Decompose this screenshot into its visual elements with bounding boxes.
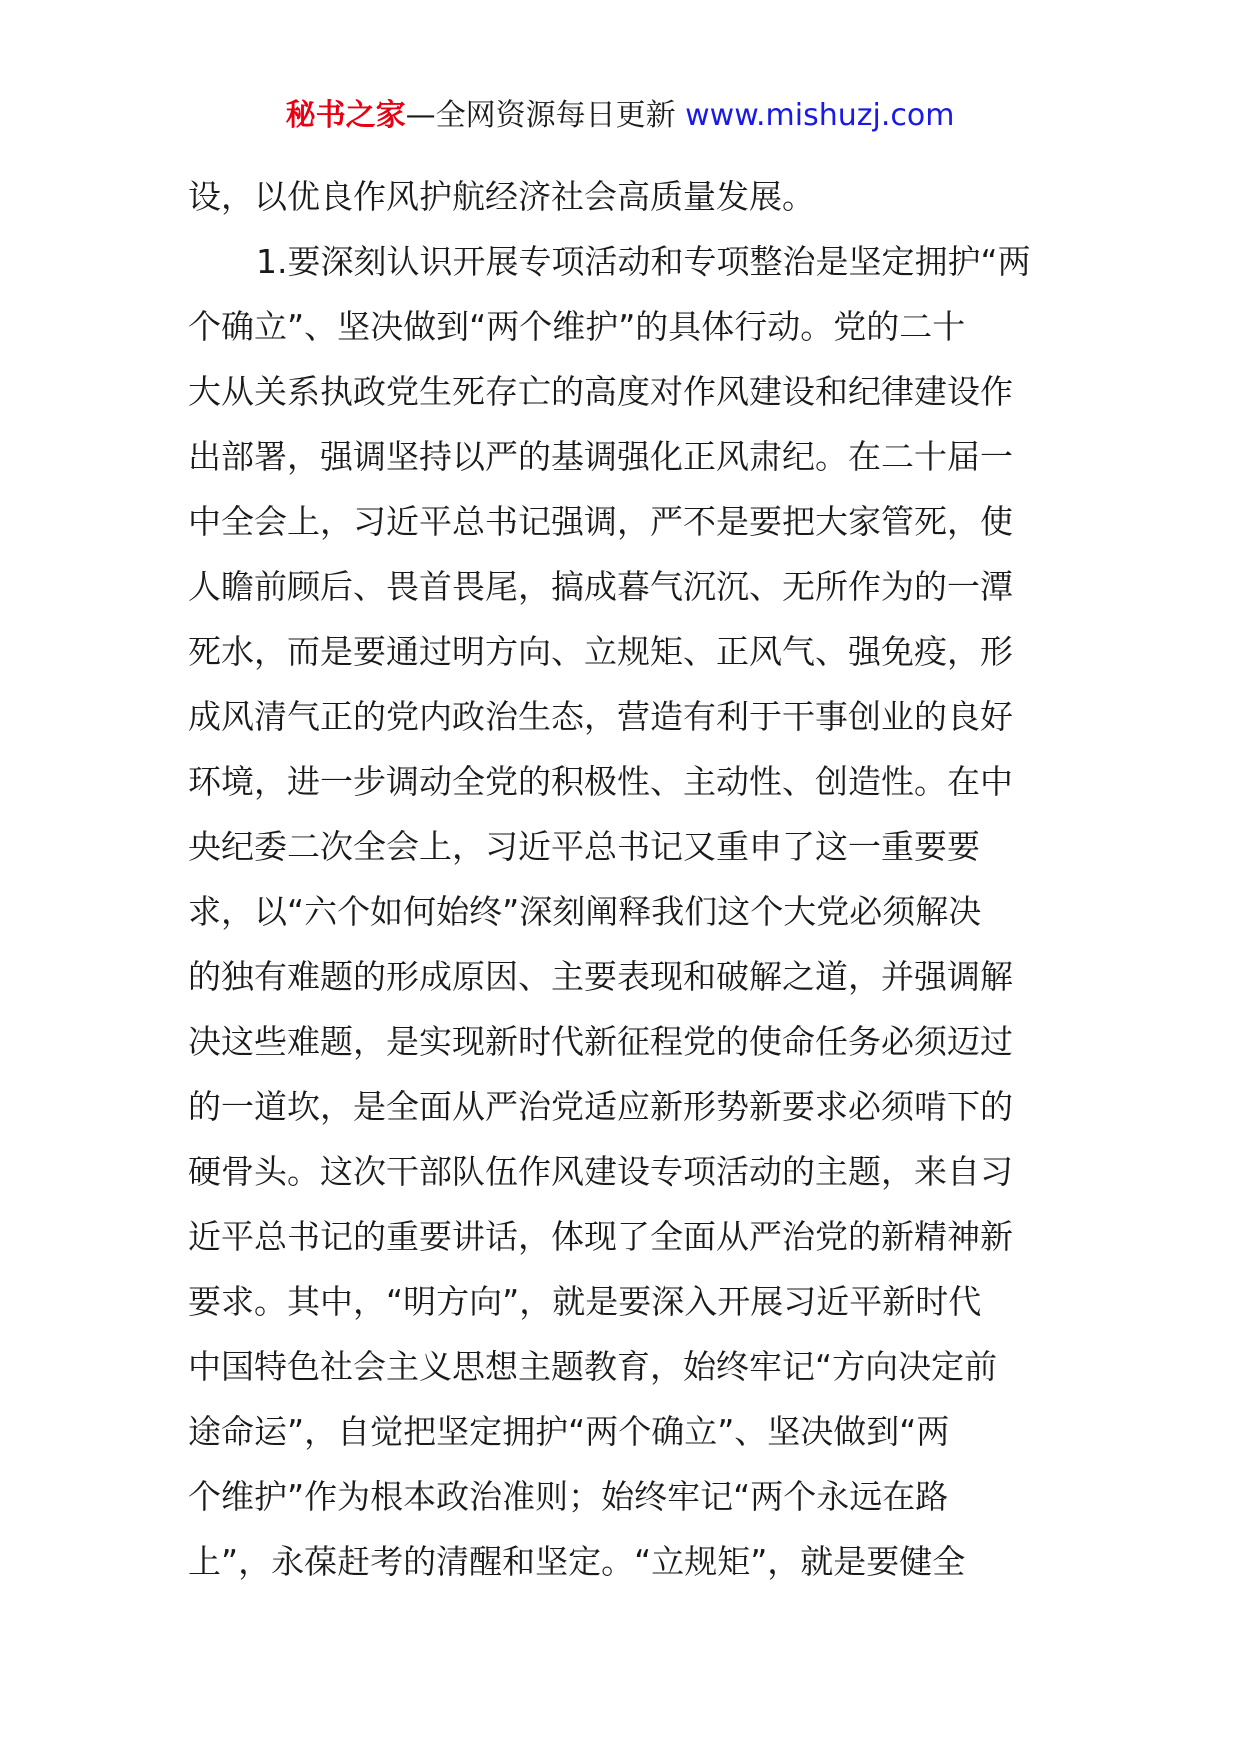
text-line: 的独有难题的形成原因、主要表现和破解之道，并强调解 — [188, 957, 1013, 996]
site-header — [0, 96, 1240, 136]
text-line: 中全会上，习近平总书记强调，严不是要把大家管死，使 — [188, 502, 1013, 541]
site-tagline: —全网资源每日更新 — [405, 98, 686, 133]
paragraph-start-line: 1.要深刻认识开展专项活动和专项整治是坚定拥护“两 — [256, 242, 1031, 281]
text-line: 成风清气正的党内政治生态，营造有利于干事创业的良好 — [188, 697, 1013, 736]
text-line: 决这些难题，是实现新时代新征程党的使命任务必须迈过 — [188, 1022, 1013, 1061]
text-line: 人瞻前顾后、畏首畏尾，搞成暮气沉沉、无所作为的一潭 — [188, 567, 1013, 606]
text-line: 大从关系执政党生死存亡的高度对作风建设和纪律建设作 — [188, 372, 1013, 411]
text-line: 个维护”作为根本政治准则；始终牢记“两个永远在路 — [188, 1477, 949, 1516]
document-body — [188, 164, 1058, 1594]
text-line: 出部署，强调坚持以严的基调强化正风肃纪。在二十届一 — [188, 437, 1013, 476]
site-url-link[interactable]: www.mishuzj.com — [685, 98, 955, 133]
text-line: 的一道坎，是全面从严治党适应新形势新要求必须啃下的 — [188, 1087, 1013, 1126]
text-line: 中国特色社会主义思想主题教育，始终牢记“方向决定前 — [188, 1347, 998, 1386]
text-line: 设，以优良作风护航经济社会高质量发展。 — [188, 177, 815, 216]
text-line: 求，以“六个如何始终”深刻阐释我们这个大党必须解决 — [188, 892, 982, 931]
text-line: 上”，永葆赶考的清醒和坚定。“立规矩”，就是要健全 — [188, 1542, 966, 1581]
text-line: 央纪委二次全会上，习近平总书记又重申了这一重要要 — [188, 827, 980, 866]
text-line: 途命运”，自觉把坚定拥护“两个确立”、坚决做到“两 — [188, 1412, 950, 1451]
text-line: 死水，而是要通过明方向、立规矩、正风气、强免疫，形 — [188, 632, 1013, 671]
text-line: 个确立”、坚决做到“两个维护”的具体行动。党的二十 — [188, 307, 966, 346]
text-line: 环境，进一步调动全党的积极性、主动性、创造性。在中 — [188, 762, 1013, 801]
text-line: 近平总书记的重要讲话，体现了全面从严治党的新精神新 — [188, 1217, 1013, 1256]
site-brand: 秘书之家 — [285, 98, 406, 133]
text-line: 要求。其中，“明方向”，就是要深入开展习近平新时代 — [188, 1282, 982, 1321]
text-line: 硬骨头。这次干部队伍作风建设专项活动的主题，来自习 — [188, 1152, 1013, 1191]
